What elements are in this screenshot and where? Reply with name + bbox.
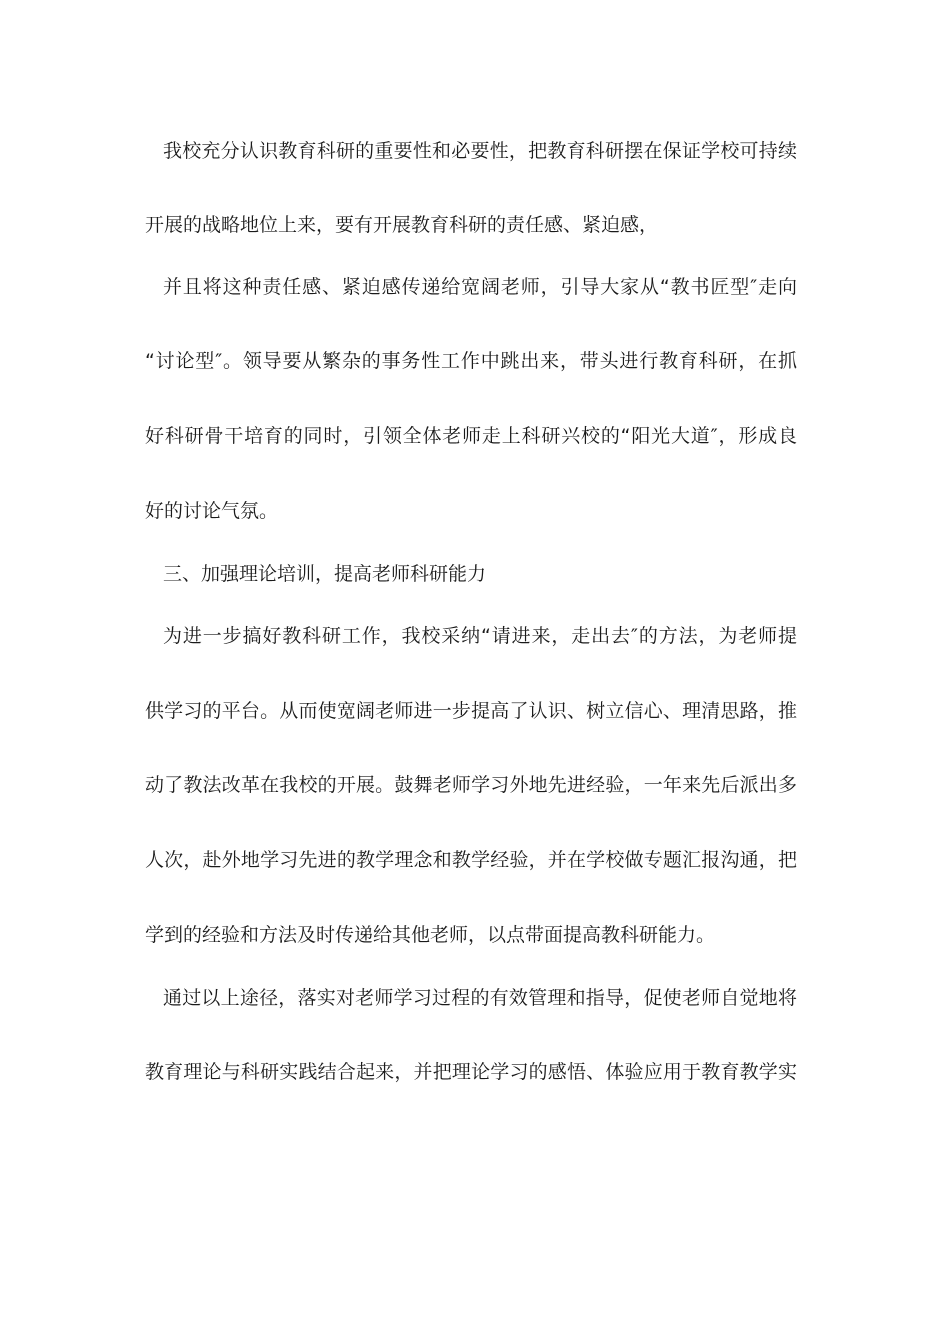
paragraph-line: 供学习的平台。从而使宽阔老师进一步提高了认识、树立信心、理清思路，推	[145, 700, 797, 722]
paragraph-line: 好科研骨干培育的同时，引领全体老师走上科研兴校的“阳光大道″，形成良	[145, 425, 797, 447]
paragraph-line: 通过以上途径，落实对老师学习过程的有效管理和指导，促使老师自觉地将	[163, 987, 797, 1009]
section-heading: 三、加强理论培训，提高老师科研能力	[163, 563, 487, 585]
paragraph-line: 动了教法改革在我校的开展。鼓舞老师学习外地先进经验，一年来先后派出多	[145, 774, 797, 796]
paragraph-line: 学到的经验和方法及时传递给其他老师，以点带面提高教科研能力。	[145, 924, 716, 946]
paragraph-line: 开展的战略地位上来，要有开展教育科研的责任感、紧迫感，	[145, 214, 659, 236]
paragraph-line: 并且将这种责任感、紧迫感传递给宽阔老师，引导大家从“教书匠型″走向	[163, 276, 797, 298]
paragraph-line: 教育理论与科研实践结合起来，并把理论学习的感悟、体验应用于教育教学实	[145, 1061, 797, 1083]
paragraph-line: 为进一步搞好教科研工作，我校采纳“请进来，走出去″的方法，为老师提	[163, 625, 797, 647]
paragraph-line: “讨论型″。领导要从繁杂的事务性工作中跳出来，带头进行教育科研，在抓	[145, 350, 797, 372]
paragraph-line: 好的讨论气氛。	[145, 500, 279, 522]
paragraph-line: 人次，赴外地学习先进的教学理念和教学经验，并在学校做专题汇报沟通，把	[145, 849, 797, 871]
paragraph-line: 我校充分认识教育科研的重要性和必要性，把教育科研摆在保证学校可持续	[163, 140, 797, 162]
